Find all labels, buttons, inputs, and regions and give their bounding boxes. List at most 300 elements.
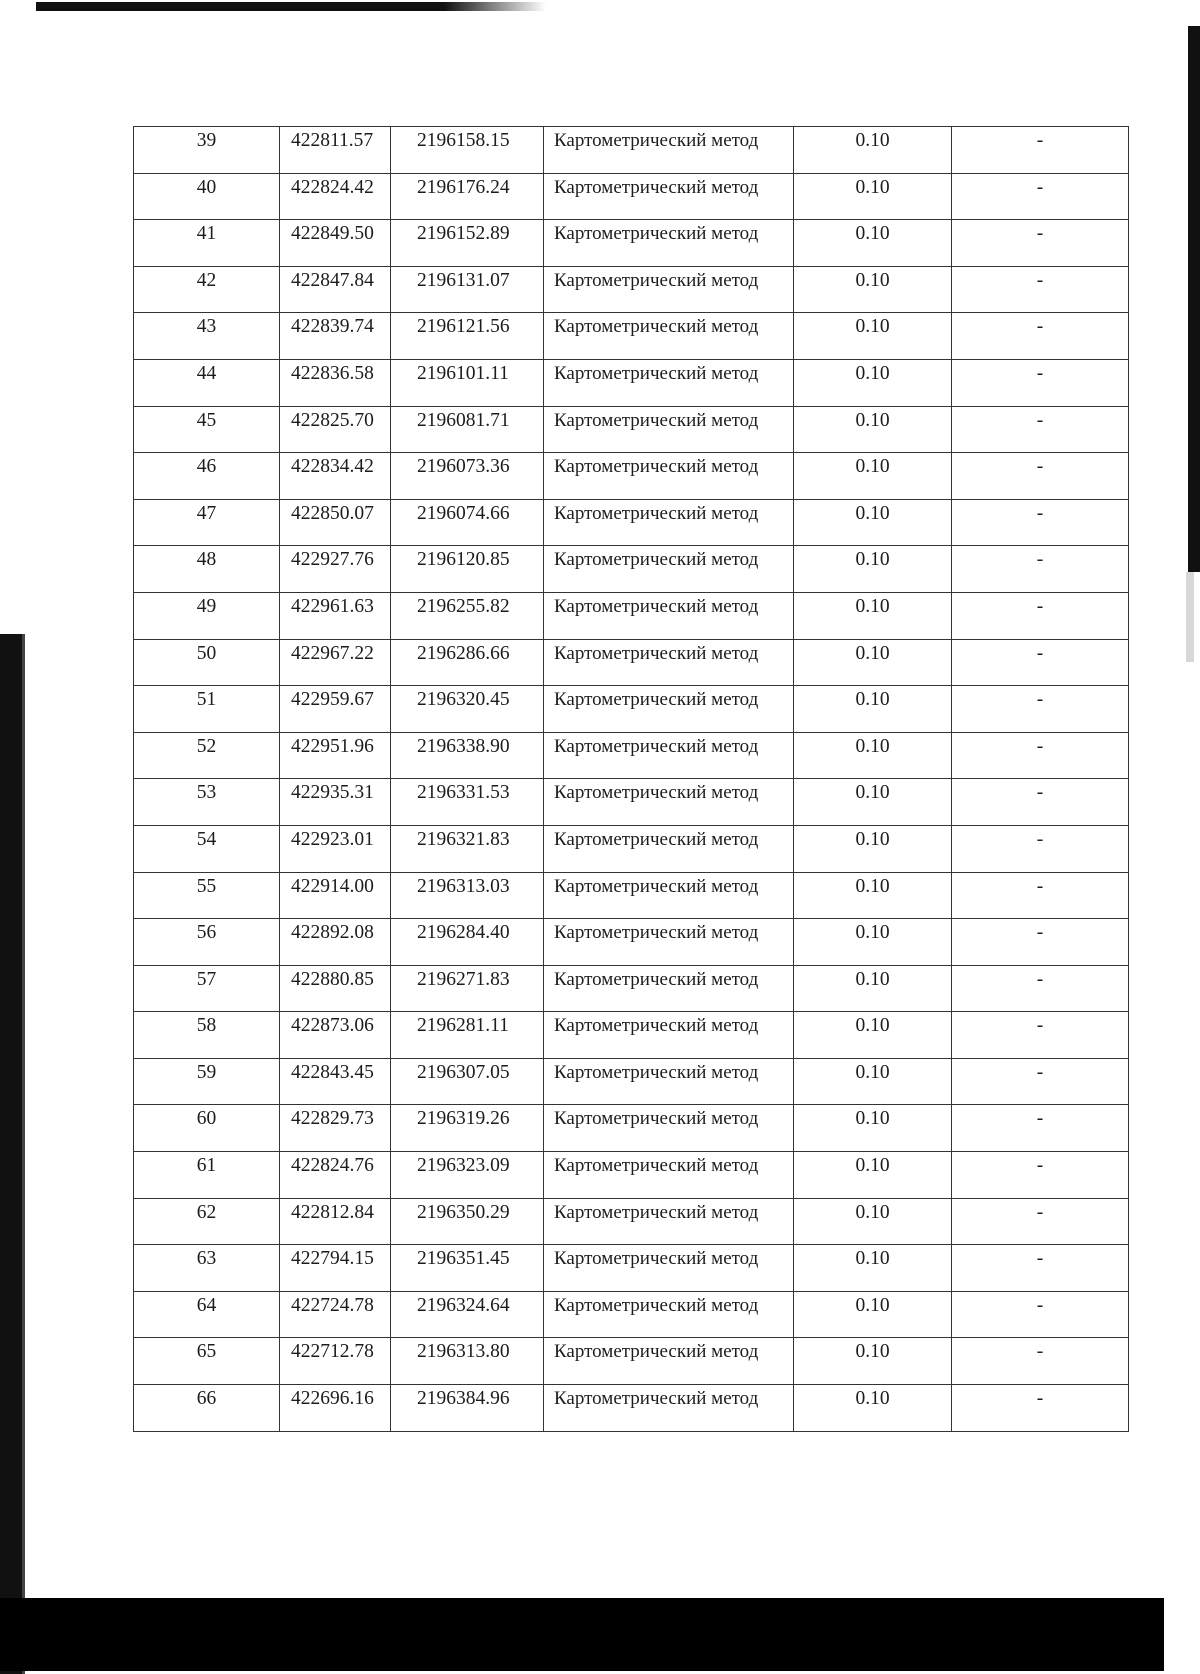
point-number-cell-text: 61 (196, 1155, 217, 1177)
point-number-cell-text: 58 (196, 1015, 217, 1037)
method-cell-text: Картометрический метод (554, 502, 759, 524)
point-number-cell-text: 41 (196, 223, 217, 245)
table-row (134, 1012, 1129, 1059)
precision-cell (794, 220, 952, 267)
note-cell-text: - (1036, 1294, 1044, 1316)
note-cell (952, 1058, 1129, 1105)
scan-edge-top (36, 2, 546, 11)
scan-edge-left (0, 634, 22, 1674)
point-number-cell-text: 51 (196, 689, 217, 711)
point-number-cell-text: 46 (196, 456, 217, 478)
precision-cell (794, 639, 952, 686)
precision-cell (794, 732, 952, 779)
method-cell (544, 825, 794, 872)
point-number-cell-text: 63 (196, 1248, 217, 1270)
method-cell (544, 1291, 794, 1338)
method-cell (544, 546, 794, 593)
table-row (134, 406, 1129, 453)
method-cell-text: Картометрический метод (554, 828, 759, 850)
note-cell (952, 313, 1129, 360)
note-cell (952, 919, 1129, 966)
table-row (134, 1198, 1129, 1245)
method-cell-text: Картометрический метод (554, 1015, 759, 1037)
note-cell (952, 1012, 1129, 1059)
method-cell (544, 453, 794, 500)
precision-cell-text: 0.10 (855, 456, 890, 478)
x-coordinate-cell-text: 422951.96 (291, 735, 374, 757)
method-cell (544, 919, 794, 966)
point-number-cell-text: 48 (196, 549, 217, 571)
point-number-cell (134, 825, 280, 872)
y-coordinate-cell (391, 1152, 544, 1199)
x-coordinate-cell-text: 422834.42 (291, 456, 374, 478)
point-number-cell (134, 639, 280, 686)
point-number-cell (134, 1245, 280, 1292)
x-coordinate-cell-text: 422880.85 (291, 968, 374, 990)
x-coordinate-cell-text: 422824.76 (291, 1155, 374, 1177)
method-cell-text: Картометрический метод (554, 362, 759, 384)
method-cell-text: Картометрический метод (554, 130, 759, 151)
precision-cell-text: 0.10 (855, 176, 890, 198)
x-coordinate-cell-text: 422959.67 (291, 689, 374, 711)
point-number-cell (134, 220, 280, 267)
scan-edge-right (1188, 26, 1200, 572)
x-coordinate-cell (280, 127, 391, 174)
method-cell-text: Картометрический метод (554, 1108, 759, 1130)
y-coordinate-cell-text: 2196320.45 (417, 689, 510, 711)
method-cell (544, 406, 794, 453)
method-cell-text: Картометрический метод (554, 595, 759, 617)
x-coordinate-cell-text: 422824.42 (291, 176, 374, 198)
x-coordinate-cell-text: 422825.70 (291, 409, 374, 431)
precision-cell (794, 592, 952, 639)
x-coordinate-cell (280, 266, 391, 313)
x-coordinate-cell-text: 422927.76 (291, 549, 374, 571)
note-cell-text: - (1036, 735, 1044, 757)
y-coordinate-cell (391, 1291, 544, 1338)
point-number-cell (134, 1291, 280, 1338)
point-number-cell (134, 313, 280, 360)
note-cell-text: - (1036, 130, 1044, 151)
precision-cell-text: 0.10 (855, 642, 890, 664)
precision-cell-text: 0.10 (855, 1015, 890, 1037)
note-cell (952, 173, 1129, 220)
point-number-cell-text: 65 (196, 1341, 217, 1363)
method-cell (544, 686, 794, 733)
method-cell-text: Картометрический метод (554, 549, 759, 571)
coordinates-table-body (134, 127, 1129, 1432)
note-cell-text: - (1036, 968, 1044, 990)
point-number-cell (134, 173, 280, 220)
point-number-cell (134, 1058, 280, 1105)
x-coordinate-cell-text: 422843.45 (291, 1061, 374, 1083)
x-coordinate-cell (280, 173, 391, 220)
note-cell (952, 825, 1129, 872)
method-cell (544, 266, 794, 313)
y-coordinate-cell-text: 2196323.09 (417, 1155, 510, 1177)
y-coordinate-cell (391, 732, 544, 779)
scan-edge-right-shadow (1186, 572, 1194, 662)
point-number-cell-text: 39 (196, 130, 217, 151)
x-coordinate-cell-text: 422923.01 (291, 828, 374, 850)
point-number-cell (134, 919, 280, 966)
precision-cell (794, 825, 952, 872)
x-coordinate-cell (280, 1058, 391, 1105)
y-coordinate-cell (391, 1012, 544, 1059)
precision-cell-text: 0.10 (855, 1061, 890, 1083)
table-row (134, 732, 1129, 779)
x-coordinate-cell (280, 1245, 391, 1292)
method-cell (544, 313, 794, 360)
note-cell (952, 732, 1129, 779)
point-number-cell (134, 266, 280, 313)
y-coordinate-cell (391, 686, 544, 733)
precision-cell (794, 872, 952, 919)
point-number-cell (134, 872, 280, 919)
point-number-cell-text: 50 (196, 642, 217, 664)
point-number-cell-text: 55 (196, 875, 217, 897)
note-cell-text: - (1036, 1155, 1044, 1177)
point-number-cell (134, 732, 280, 779)
table-row (134, 453, 1129, 500)
method-cell (544, 220, 794, 267)
method-cell (544, 779, 794, 826)
note-cell-text: - (1036, 269, 1044, 291)
point-number-cell-text: 40 (196, 176, 217, 198)
y-coordinate-cell (391, 1058, 544, 1105)
note-cell (952, 127, 1129, 174)
point-number-cell (134, 1012, 280, 1059)
y-coordinate-cell (391, 406, 544, 453)
y-coordinate-cell (391, 1245, 544, 1292)
table-row (134, 1058, 1129, 1105)
method-cell-text: Картометрический метод (554, 269, 759, 291)
precision-cell-text: 0.10 (855, 1108, 890, 1130)
table-row (134, 220, 1129, 267)
point-number-cell-text: 53 (196, 782, 217, 804)
precision-cell (794, 173, 952, 220)
y-coordinate-cell-text: 2196074.66 (417, 502, 510, 524)
table-row (134, 1105, 1129, 1152)
note-cell-text: - (1036, 1061, 1044, 1083)
precision-cell-text: 0.10 (855, 735, 890, 757)
note-cell (952, 546, 1129, 593)
note-cell (952, 872, 1129, 919)
method-cell-text: Картометрический метод (554, 968, 759, 990)
note-cell-text: - (1036, 828, 1044, 850)
note-cell-text: - (1036, 502, 1044, 524)
precision-cell (794, 686, 952, 733)
point-number-cell-text: 62 (196, 1201, 217, 1223)
method-cell (544, 639, 794, 686)
y-coordinate-cell-text: 2196158.15 (417, 130, 510, 151)
note-cell (952, 686, 1129, 733)
point-number-cell (134, 592, 280, 639)
precision-cell (794, 1338, 952, 1385)
y-coordinate-cell (391, 127, 544, 174)
y-coordinate-cell-text: 2196152.89 (417, 223, 510, 245)
method-cell (544, 1058, 794, 1105)
method-cell (544, 1198, 794, 1245)
y-coordinate-cell (391, 1105, 544, 1152)
precision-cell-text: 0.10 (855, 875, 890, 897)
x-coordinate-cell (280, 965, 391, 1012)
precision-cell-text: 0.10 (855, 828, 890, 850)
note-cell (952, 965, 1129, 1012)
note-cell (952, 639, 1129, 686)
x-coordinate-cell (280, 779, 391, 826)
x-coordinate-cell-text: 422961.63 (291, 595, 374, 617)
y-coordinate-cell (391, 266, 544, 313)
note-cell (952, 453, 1129, 500)
x-coordinate-cell (280, 732, 391, 779)
point-number-cell-text: 64 (196, 1294, 217, 1316)
x-coordinate-cell (280, 313, 391, 360)
y-coordinate-cell-text: 2196121.56 (417, 316, 510, 338)
note-cell-text: - (1036, 176, 1044, 198)
x-coordinate-cell-text: 422794.15 (291, 1248, 374, 1270)
y-coordinate-cell-text: 2196271.83 (417, 968, 510, 990)
method-cell (544, 1385, 794, 1432)
method-cell-text: Картометрический метод (554, 922, 759, 944)
x-coordinate-cell (280, 919, 391, 966)
note-cell-text: - (1036, 875, 1044, 897)
precision-cell-text: 0.10 (855, 502, 890, 524)
precision-cell (794, 1291, 952, 1338)
note-cell-text: - (1036, 782, 1044, 804)
x-coordinate-cell-text: 422829.73 (291, 1108, 374, 1130)
method-cell-text: Картометрический метод (554, 176, 759, 198)
y-coordinate-cell-text: 2196120.85 (417, 549, 510, 571)
precision-cell-text: 0.10 (855, 1388, 890, 1410)
note-cell (952, 1152, 1129, 1199)
table-row (134, 127, 1129, 174)
x-coordinate-cell-text: 422712.78 (291, 1341, 374, 1363)
y-coordinate-cell (391, 1385, 544, 1432)
x-coordinate-cell-text: 422696.16 (291, 1388, 374, 1410)
y-coordinate-cell-text: 2196307.05 (417, 1061, 510, 1083)
method-cell (544, 1152, 794, 1199)
x-coordinate-cell (280, 1385, 391, 1432)
precision-cell-text: 0.10 (855, 269, 890, 291)
y-coordinate-cell-text: 2196176.24 (417, 176, 510, 198)
point-number-cell-text: 44 (196, 362, 217, 384)
note-cell-text: - (1036, 922, 1044, 944)
y-coordinate-cell (391, 825, 544, 872)
note-cell (952, 1338, 1129, 1385)
table-row (134, 639, 1129, 686)
y-coordinate-cell-text: 2196338.90 (417, 735, 510, 757)
precision-cell (794, 546, 952, 593)
y-coordinate-cell-text: 2196101.11 (417, 362, 509, 384)
point-number-cell (134, 1198, 280, 1245)
y-coordinate-cell (391, 919, 544, 966)
x-coordinate-cell (280, 1291, 391, 1338)
x-coordinate-cell (280, 592, 391, 639)
point-number-cell-text: 59 (196, 1061, 217, 1083)
point-number-cell (134, 1338, 280, 1385)
table-row (134, 173, 1129, 220)
note-cell-text: - (1036, 316, 1044, 338)
y-coordinate-cell-text: 2196286.66 (417, 642, 510, 664)
scan-edge-bottom (0, 1598, 1164, 1671)
x-coordinate-cell (280, 1338, 391, 1385)
point-number-cell (134, 1385, 280, 1432)
y-coordinate-cell-text: 2196331.53 (417, 782, 510, 804)
table-row (134, 919, 1129, 966)
point-number-cell (134, 546, 280, 593)
method-cell (544, 1105, 794, 1152)
table-row (134, 313, 1129, 360)
precision-cell-text: 0.10 (855, 595, 890, 617)
table-row (134, 1152, 1129, 1199)
x-coordinate-cell-text: 422967.22 (291, 642, 374, 664)
x-coordinate-cell (280, 1152, 391, 1199)
y-coordinate-cell-text: 2196319.26 (417, 1108, 510, 1130)
y-coordinate-cell-text: 2196313.80 (417, 1341, 510, 1363)
y-coordinate-cell (391, 499, 544, 546)
note-cell (952, 1198, 1129, 1245)
method-cell (544, 127, 794, 174)
table-row (134, 499, 1129, 546)
note-cell-text: - (1036, 689, 1044, 711)
y-coordinate-cell (391, 546, 544, 593)
precision-cell (794, 406, 952, 453)
precision-cell-text: 0.10 (855, 409, 890, 431)
method-cell-text: Картометрический метод (554, 1341, 759, 1363)
y-coordinate-cell-text: 2196324.64 (417, 1294, 510, 1316)
note-cell (952, 1291, 1129, 1338)
note-cell-text: - (1036, 549, 1044, 571)
precision-cell-text: 0.10 (855, 689, 890, 711)
note-cell (952, 1385, 1129, 1432)
x-coordinate-cell (280, 1198, 391, 1245)
table-row (134, 1385, 1129, 1432)
table-row (134, 965, 1129, 1012)
note-cell-text: - (1036, 1201, 1044, 1223)
x-coordinate-cell (280, 406, 391, 453)
note-cell (952, 499, 1129, 546)
point-number-cell-text: 42 (196, 269, 217, 291)
precision-cell-text: 0.10 (855, 922, 890, 944)
x-coordinate-cell (280, 1012, 391, 1059)
method-cell (544, 1012, 794, 1059)
note-cell (952, 1245, 1129, 1292)
y-coordinate-cell (391, 639, 544, 686)
method-cell (544, 1245, 794, 1292)
point-number-cell-text: 43 (196, 316, 217, 338)
y-coordinate-cell-text: 2196255.82 (417, 595, 510, 617)
note-cell-text: - (1036, 409, 1044, 431)
x-coordinate-cell-text: 422724.78 (291, 1294, 374, 1316)
y-coordinate-cell (391, 220, 544, 267)
method-cell-text: Картометрический метод (554, 1061, 759, 1083)
note-cell-text: - (1036, 1015, 1044, 1037)
point-number-cell (134, 406, 280, 453)
method-cell (544, 872, 794, 919)
point-number-cell-text: 45 (196, 409, 217, 431)
x-coordinate-cell-text: 422850.07 (291, 502, 374, 524)
x-coordinate-cell-text: 422935.31 (291, 782, 374, 804)
precision-cell (794, 1385, 952, 1432)
note-cell-text: - (1036, 362, 1044, 384)
precision-cell (794, 1012, 952, 1059)
point-number-cell (134, 1105, 280, 1152)
precision-cell (794, 359, 952, 406)
precision-cell-text: 0.10 (855, 1201, 890, 1223)
point-number-cell (134, 127, 280, 174)
precision-cell (794, 1245, 952, 1292)
precision-cell (794, 1105, 952, 1152)
method-cell-text: Картометрический метод (554, 875, 759, 897)
method-cell (544, 965, 794, 1012)
x-coordinate-cell (280, 872, 391, 919)
precision-cell (794, 919, 952, 966)
table-row (134, 1338, 1129, 1385)
y-coordinate-cell-text: 2196351.45 (417, 1248, 510, 1270)
x-coordinate-cell (280, 453, 391, 500)
method-cell-text: Картометрический метод (554, 1155, 759, 1177)
y-coordinate-cell-text: 2196281.11 (417, 1015, 509, 1037)
x-coordinate-cell (280, 639, 391, 686)
method-cell (544, 732, 794, 779)
table-row (134, 1291, 1129, 1338)
x-coordinate-cell-text: 422873.06 (291, 1015, 374, 1037)
note-cell (952, 779, 1129, 826)
precision-cell-text: 0.10 (855, 223, 890, 245)
method-cell-text: Картометрический метод (554, 409, 759, 431)
precision-cell (794, 266, 952, 313)
note-cell (952, 359, 1129, 406)
scan-edge-left-shadow (22, 634, 25, 1674)
precision-cell-text: 0.10 (855, 549, 890, 571)
note-cell (952, 266, 1129, 313)
precision-cell (794, 779, 952, 826)
note-cell (952, 406, 1129, 453)
precision-cell-text: 0.10 (855, 782, 890, 804)
point-number-cell (134, 686, 280, 733)
x-coordinate-cell (280, 499, 391, 546)
point-number-cell (134, 779, 280, 826)
method-cell-text: Картометрический метод (554, 782, 759, 804)
x-coordinate-cell (280, 686, 391, 733)
note-cell (952, 1105, 1129, 1152)
note-cell-text: - (1036, 1341, 1044, 1363)
y-coordinate-cell-text: 2196131.07 (417, 269, 510, 291)
point-number-cell-text: 56 (196, 922, 217, 944)
method-cell-text: Картометрический метод (554, 642, 759, 664)
precision-cell-text: 0.10 (855, 1248, 890, 1270)
note-cell-text: - (1036, 456, 1044, 478)
y-coordinate-cell-text: 2196313.03 (417, 875, 510, 897)
precision-cell (794, 313, 952, 360)
method-cell-text: Картометрический метод (554, 1201, 759, 1223)
precision-cell (794, 453, 952, 500)
method-cell (544, 359, 794, 406)
x-coordinate-cell-text: 422849.50 (291, 223, 374, 245)
method-cell-text: Картометрический метод (554, 735, 759, 757)
x-coordinate-cell-text: 422839.74 (291, 316, 374, 338)
point-number-cell-text: 52 (196, 735, 217, 757)
point-number-cell (134, 359, 280, 406)
precision-cell (794, 499, 952, 546)
y-coordinate-cell-text: 2196384.96 (417, 1388, 510, 1410)
precision-cell (794, 1198, 952, 1245)
x-coordinate-cell (280, 825, 391, 872)
coordinates-table (133, 126, 1129, 1432)
table-row (134, 779, 1129, 826)
precision-cell (794, 1152, 952, 1199)
